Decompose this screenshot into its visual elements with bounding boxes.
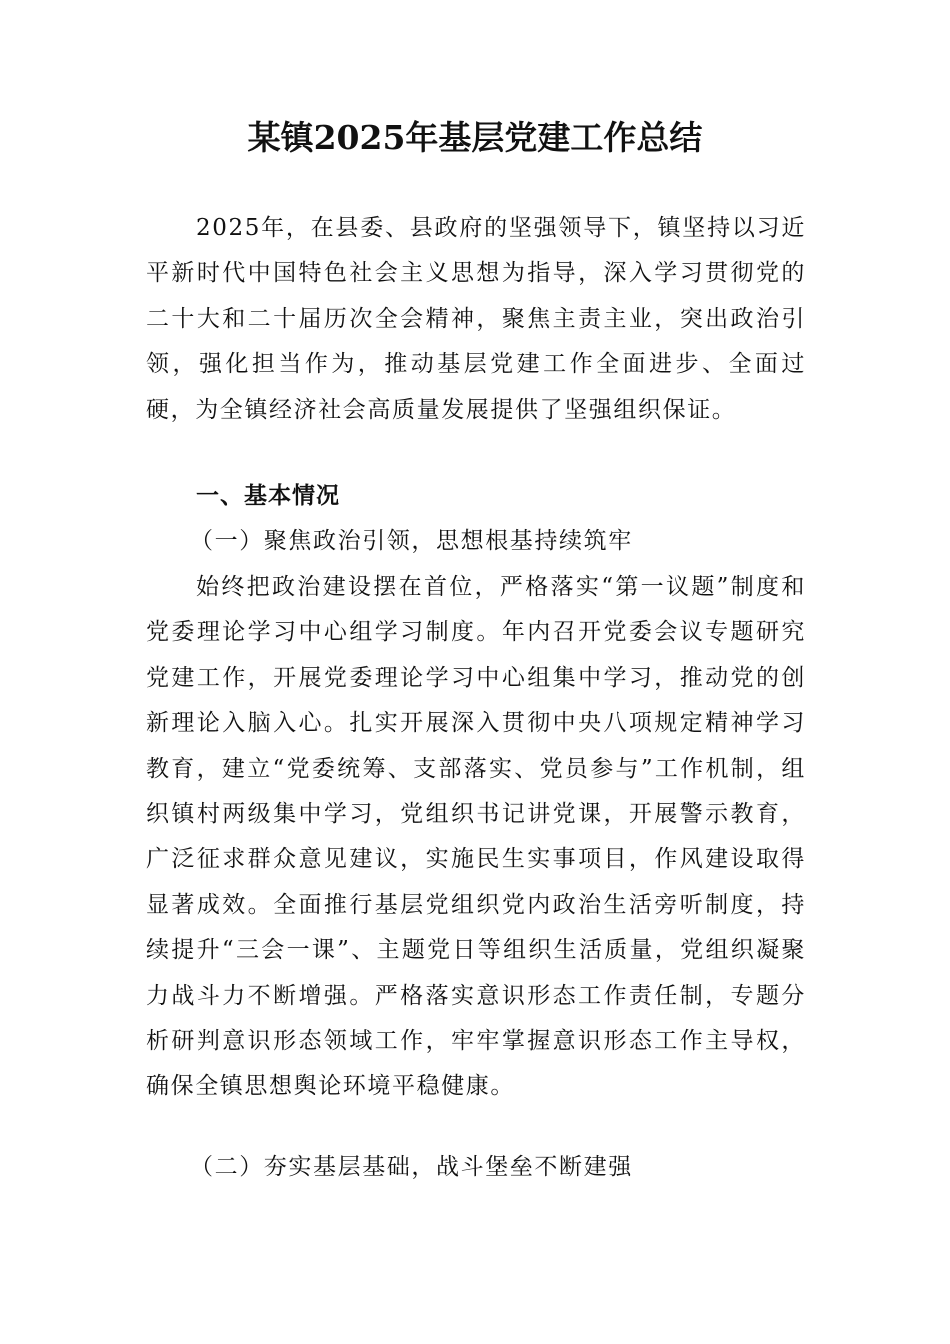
intro-paragraph: 2025年，在县委、县政府的坚强领导下，镇坚持以习近平新时代中国特色社会主义思想为指导，深入学习贯彻党的二十大和二十届历次全会精神，聚焦主责主业，突出政治引领，强化担当作为，推动基层党建工作全面进步、全面过硬，为全镇经济社会高质量发展提供了坚强组织保证。 bbox=[146, 215, 806, 423]
subsection-heading-grassroots-foundation: （二）夯实基层基础，战斗堡垒不断建强 bbox=[190, 1154, 633, 1180]
subsection-heading-political-guidance: （一）聚焦政治引领，思想根基持续筑牢 bbox=[190, 528, 633, 554]
subsection-1-paragraph: 始终把政治建设摆在首位，严格落实“第一议题”制度和党委理论学习中心组学习制度。年内召开党委会议专题研究党建工作，开展党委理论学习中心组集中学习，推动党的创新理论入脑入心。扎实开展深入贯彻中央八项规定精神学习教育，建立“党委统筹、支部落实、党员参与”工作机制，组织镇村两级集中学习，党组织书记讲党课，开展警示教育，广泛征求群众意见建议，实施民生实事项目，作风建设取得显著成效。全面推行基层党组织党内政治生活旁听制度，持续提升“三会一课”、主题党日等组织生活质量，党组织凝聚力战斗力不断增强。严格落实意识形态工作责任制，专题分析研判意识形态领域工作，牢牢掌握意识形态工作主导权，确保全镇思想舆论环境平稳健康。 bbox=[146, 574, 806, 1100]
document-title: 某镇2025年基层党建工作总结 bbox=[247, 118, 703, 157]
section-heading-basic-situation: 一、基本情况 bbox=[196, 483, 340, 509]
